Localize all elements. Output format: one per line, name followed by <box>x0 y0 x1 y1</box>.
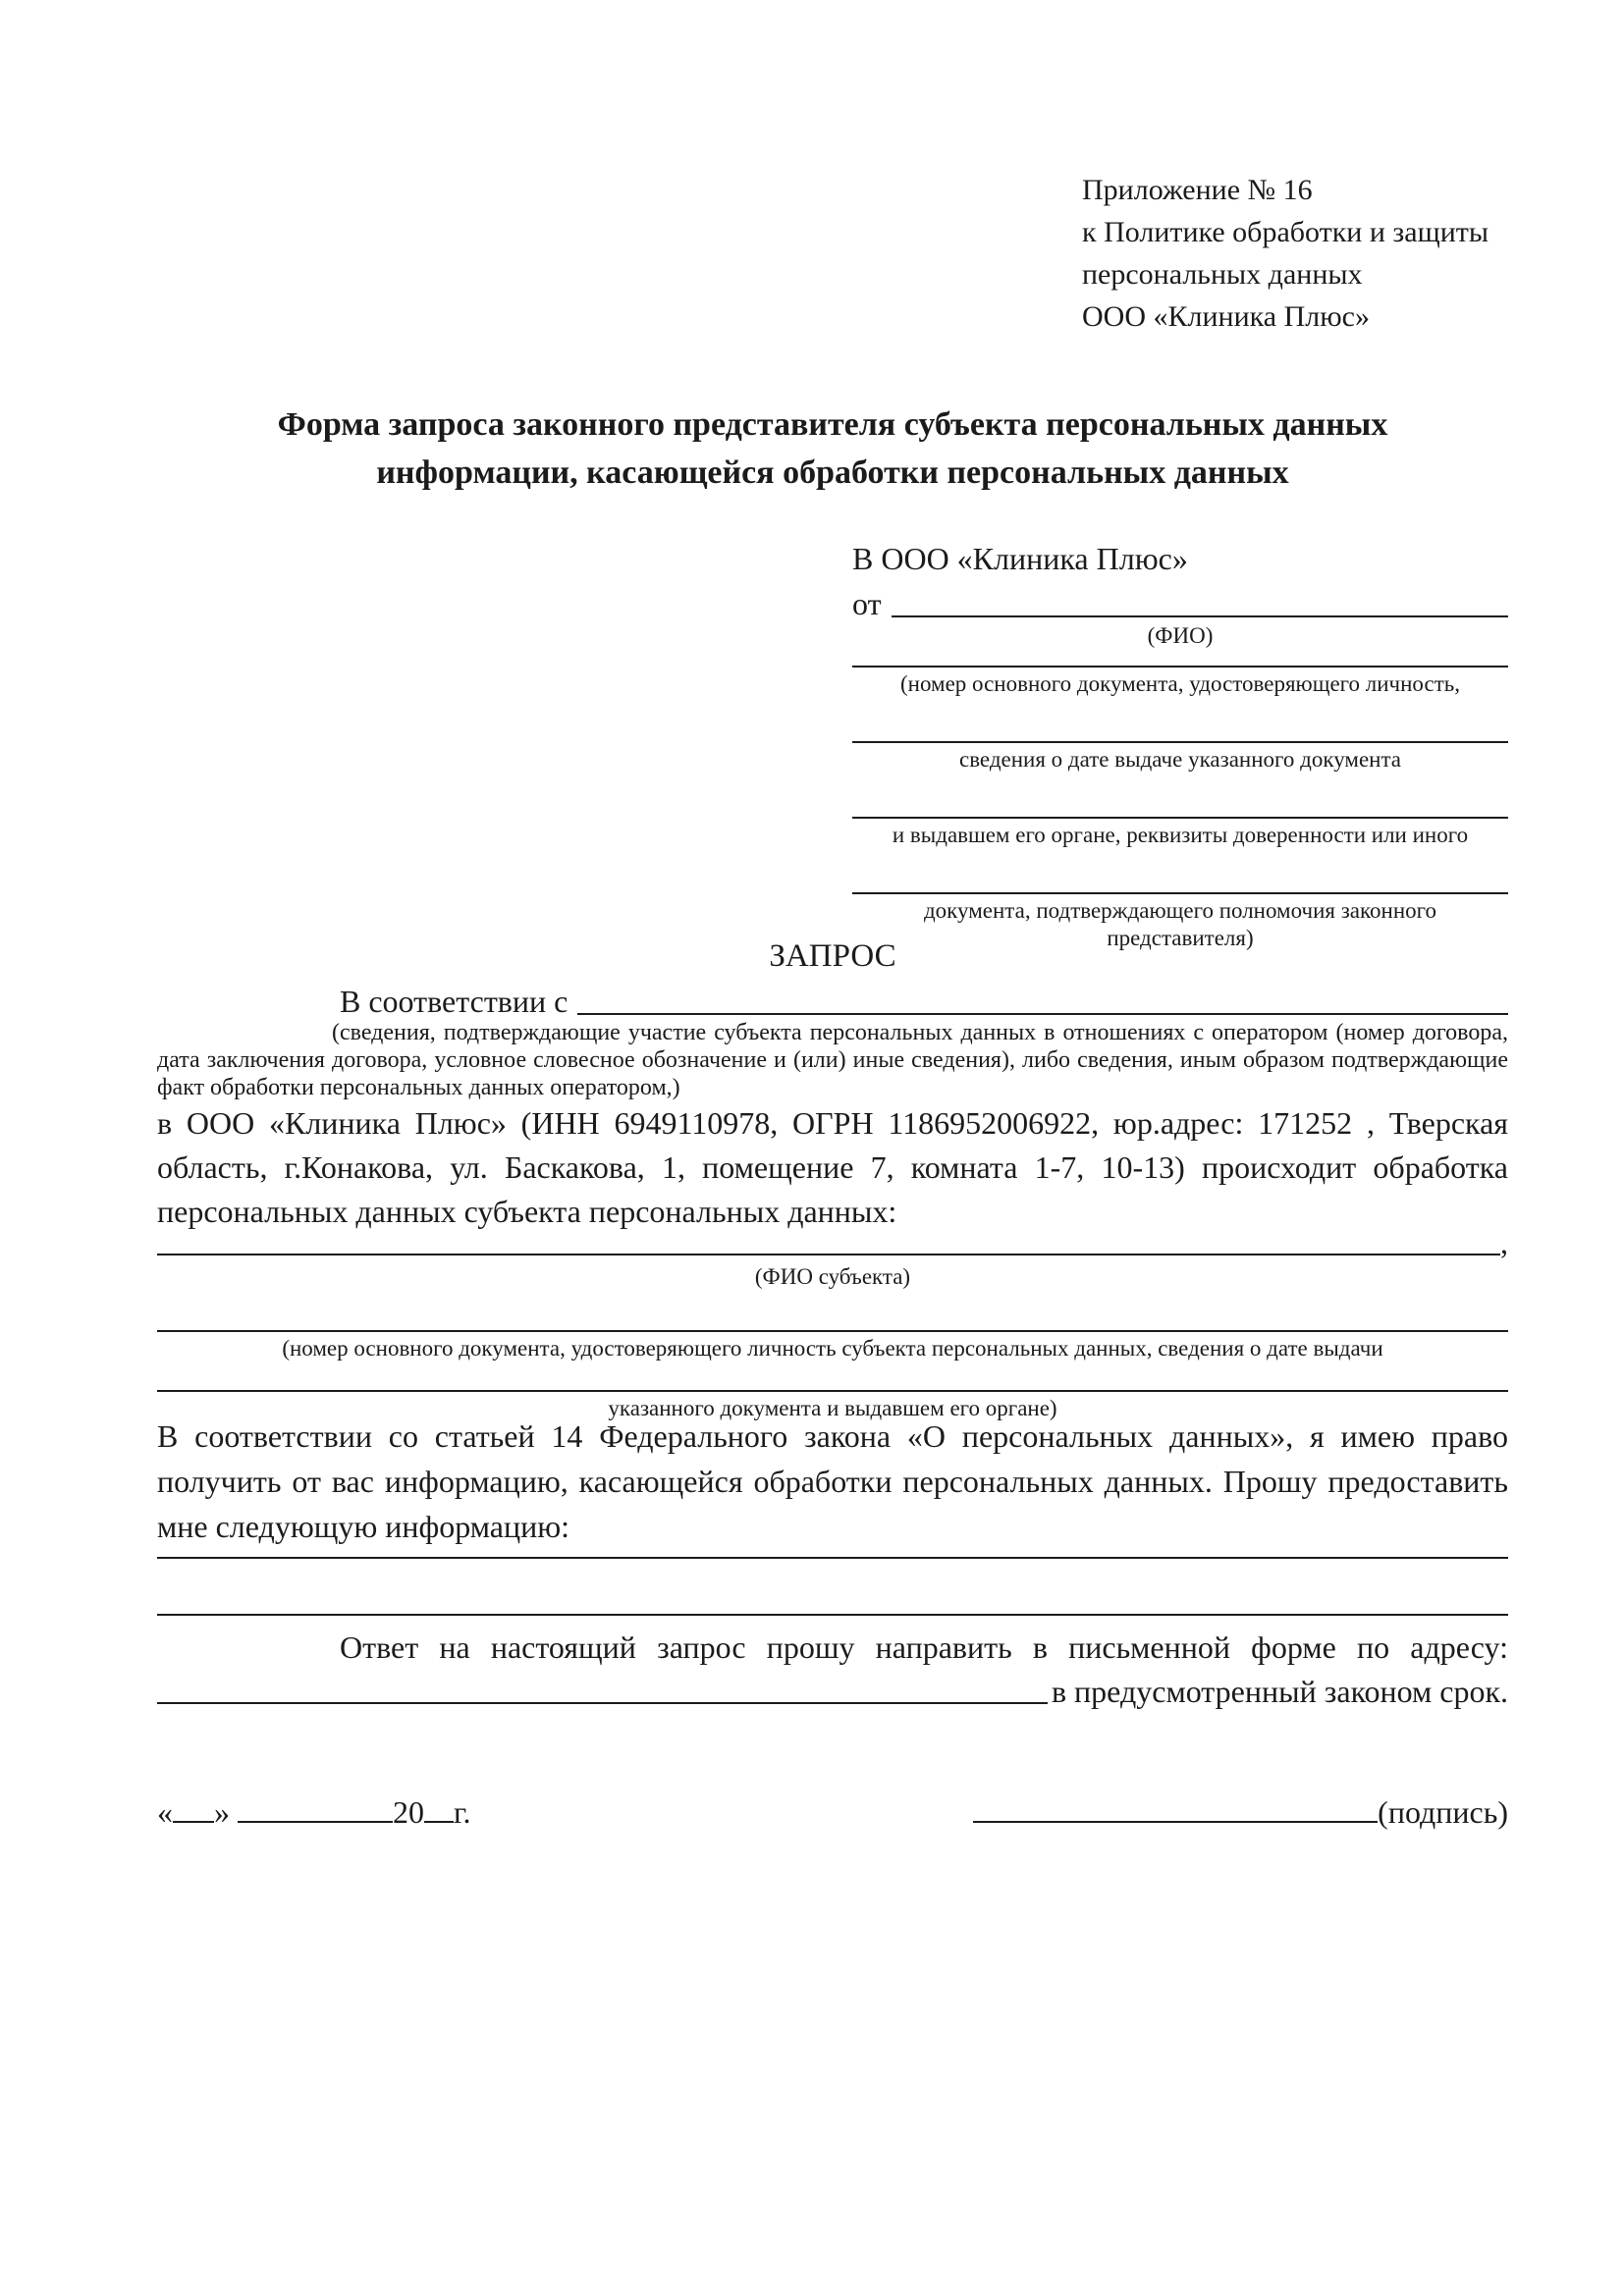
subject-fio-caption: (ФИО субъекта) <box>754 1264 911 1289</box>
blank-line <box>852 892 1508 894</box>
from-label: от <box>852 586 882 621</box>
date-signature-row <box>157 1794 1508 1831</box>
signature-caption: (подпись) <box>1378 1794 1508 1830</box>
comma-tail: , <box>1500 1225 1508 1260</box>
blank-line-caption: документа, подтверждающего полномочия законного представителя) <box>923 898 1436 950</box>
appendix-line: ООО «Клиника Плюс» <box>1082 300 1370 333</box>
signature-group <box>973 1794 1508 1831</box>
fio-caption: (ФИО) <box>1147 623 1214 648</box>
document-title-line: информации, касающейся обработки персональных данных <box>376 454 1289 491</box>
request-heading: ЗАПРОС <box>769 938 896 974</box>
blank-line-caption: и выдавшем его органе, реквизиты доверенности или иного <box>892 823 1469 847</box>
address-blank-line <box>157 1702 1048 1704</box>
date-year-blank <box>424 1797 454 1823</box>
subject-doc-caption: указанного документа и выдавшем его органе) <box>608 1396 1057 1420</box>
document-title <box>157 400 1508 497</box>
blank-line-caption: сведения о дате выдаче указанного документа <box>958 747 1402 772</box>
blank-line <box>852 741 1508 743</box>
year-suffix: г. <box>454 1794 471 1830</box>
subject-fio-blank-line <box>157 1254 1500 1255</box>
accordance-caption: (сведения, подтверждающие участие субъекта персональных данных в отношениях с оператором (номер договора, дата заключения договора, условное словесное обозначение и (или) иные сведения), либо сведения, иным образом подтверждающие факт обработки персональных данных оператором,) <box>157 1020 1508 1100</box>
year-prefix: 20 <box>393 1794 424 1830</box>
subject-fio-row <box>157 1225 1508 1261</box>
subject-doc-caption: (номер основного документа, удостоверяющего личность субъекта персональных данных, сведения о дате выдачи <box>282 1336 1383 1361</box>
answer-block <box>157 1626 1508 1710</box>
appendix-line: Приложение № 16 <box>1082 174 1313 206</box>
quote-close: » <box>214 1794 230 1830</box>
date-month-blank <box>238 1797 393 1823</box>
answer-tail: в предусмотренный законом срок. <box>1051 1674 1508 1709</box>
date-day-blank <box>173 1797 214 1823</box>
appendix-line: к Политике обработки и защиты <box>1082 216 1489 248</box>
blank-line <box>852 666 1508 667</box>
law-paragraph: В соответствии со статьей 14 Федерального закона «О персональных данных», я имею право получить от вас информацию, касающейся обработки персональных данных. Прошу предоставить мне следующую информацию: <box>157 1418 1508 1544</box>
accordance-blank-line <box>577 984 1508 1015</box>
blank-line <box>157 1390 1508 1392</box>
blank-line <box>852 817 1508 819</box>
quote-open: « <box>157 1794 173 1830</box>
blank-line <box>157 1557 1508 1559</box>
subject-block <box>157 1225 1508 1422</box>
blank-line-caption: (номер основного документа, удостоверяющего личность, <box>899 671 1460 696</box>
operator-paragraph: в ООО «Клиника Плюс» (ИНН 6949110978, ОГРН 1186952006922, юр.адрес: 171252 , Тверская область, г.Конакова, ул. Баскакова, 1, помещение 7, комната 1-7, 10-13) происходит обработка персональных данных субъекта персональных данных: <box>157 1105 1508 1229</box>
appendix-line: персональных данных <box>1082 258 1363 291</box>
appendix-block <box>1082 169 1489 338</box>
date-group <box>157 1794 471 1831</box>
from-row <box>852 585 1508 622</box>
addressee-to: В ООО «Клиника Плюс» <box>852 541 1188 576</box>
addressee-block <box>852 540 1508 952</box>
from-blank-line <box>892 585 1508 617</box>
accordance-label: В соответствии с <box>340 984 568 1019</box>
answer-line: Ответ на настоящий запрос прошу направить в письменной форме по адресу: <box>340 1629 1508 1665</box>
blank-line <box>157 1614 1508 1616</box>
document-title-line: Форма запроса законного представителя субъекта персональных данных <box>277 406 1388 443</box>
answer-address-row <box>157 1671 1508 1710</box>
accordance-row <box>157 984 1508 1020</box>
blank-line <box>157 1330 1508 1332</box>
signature-blank-line <box>973 1797 1378 1823</box>
